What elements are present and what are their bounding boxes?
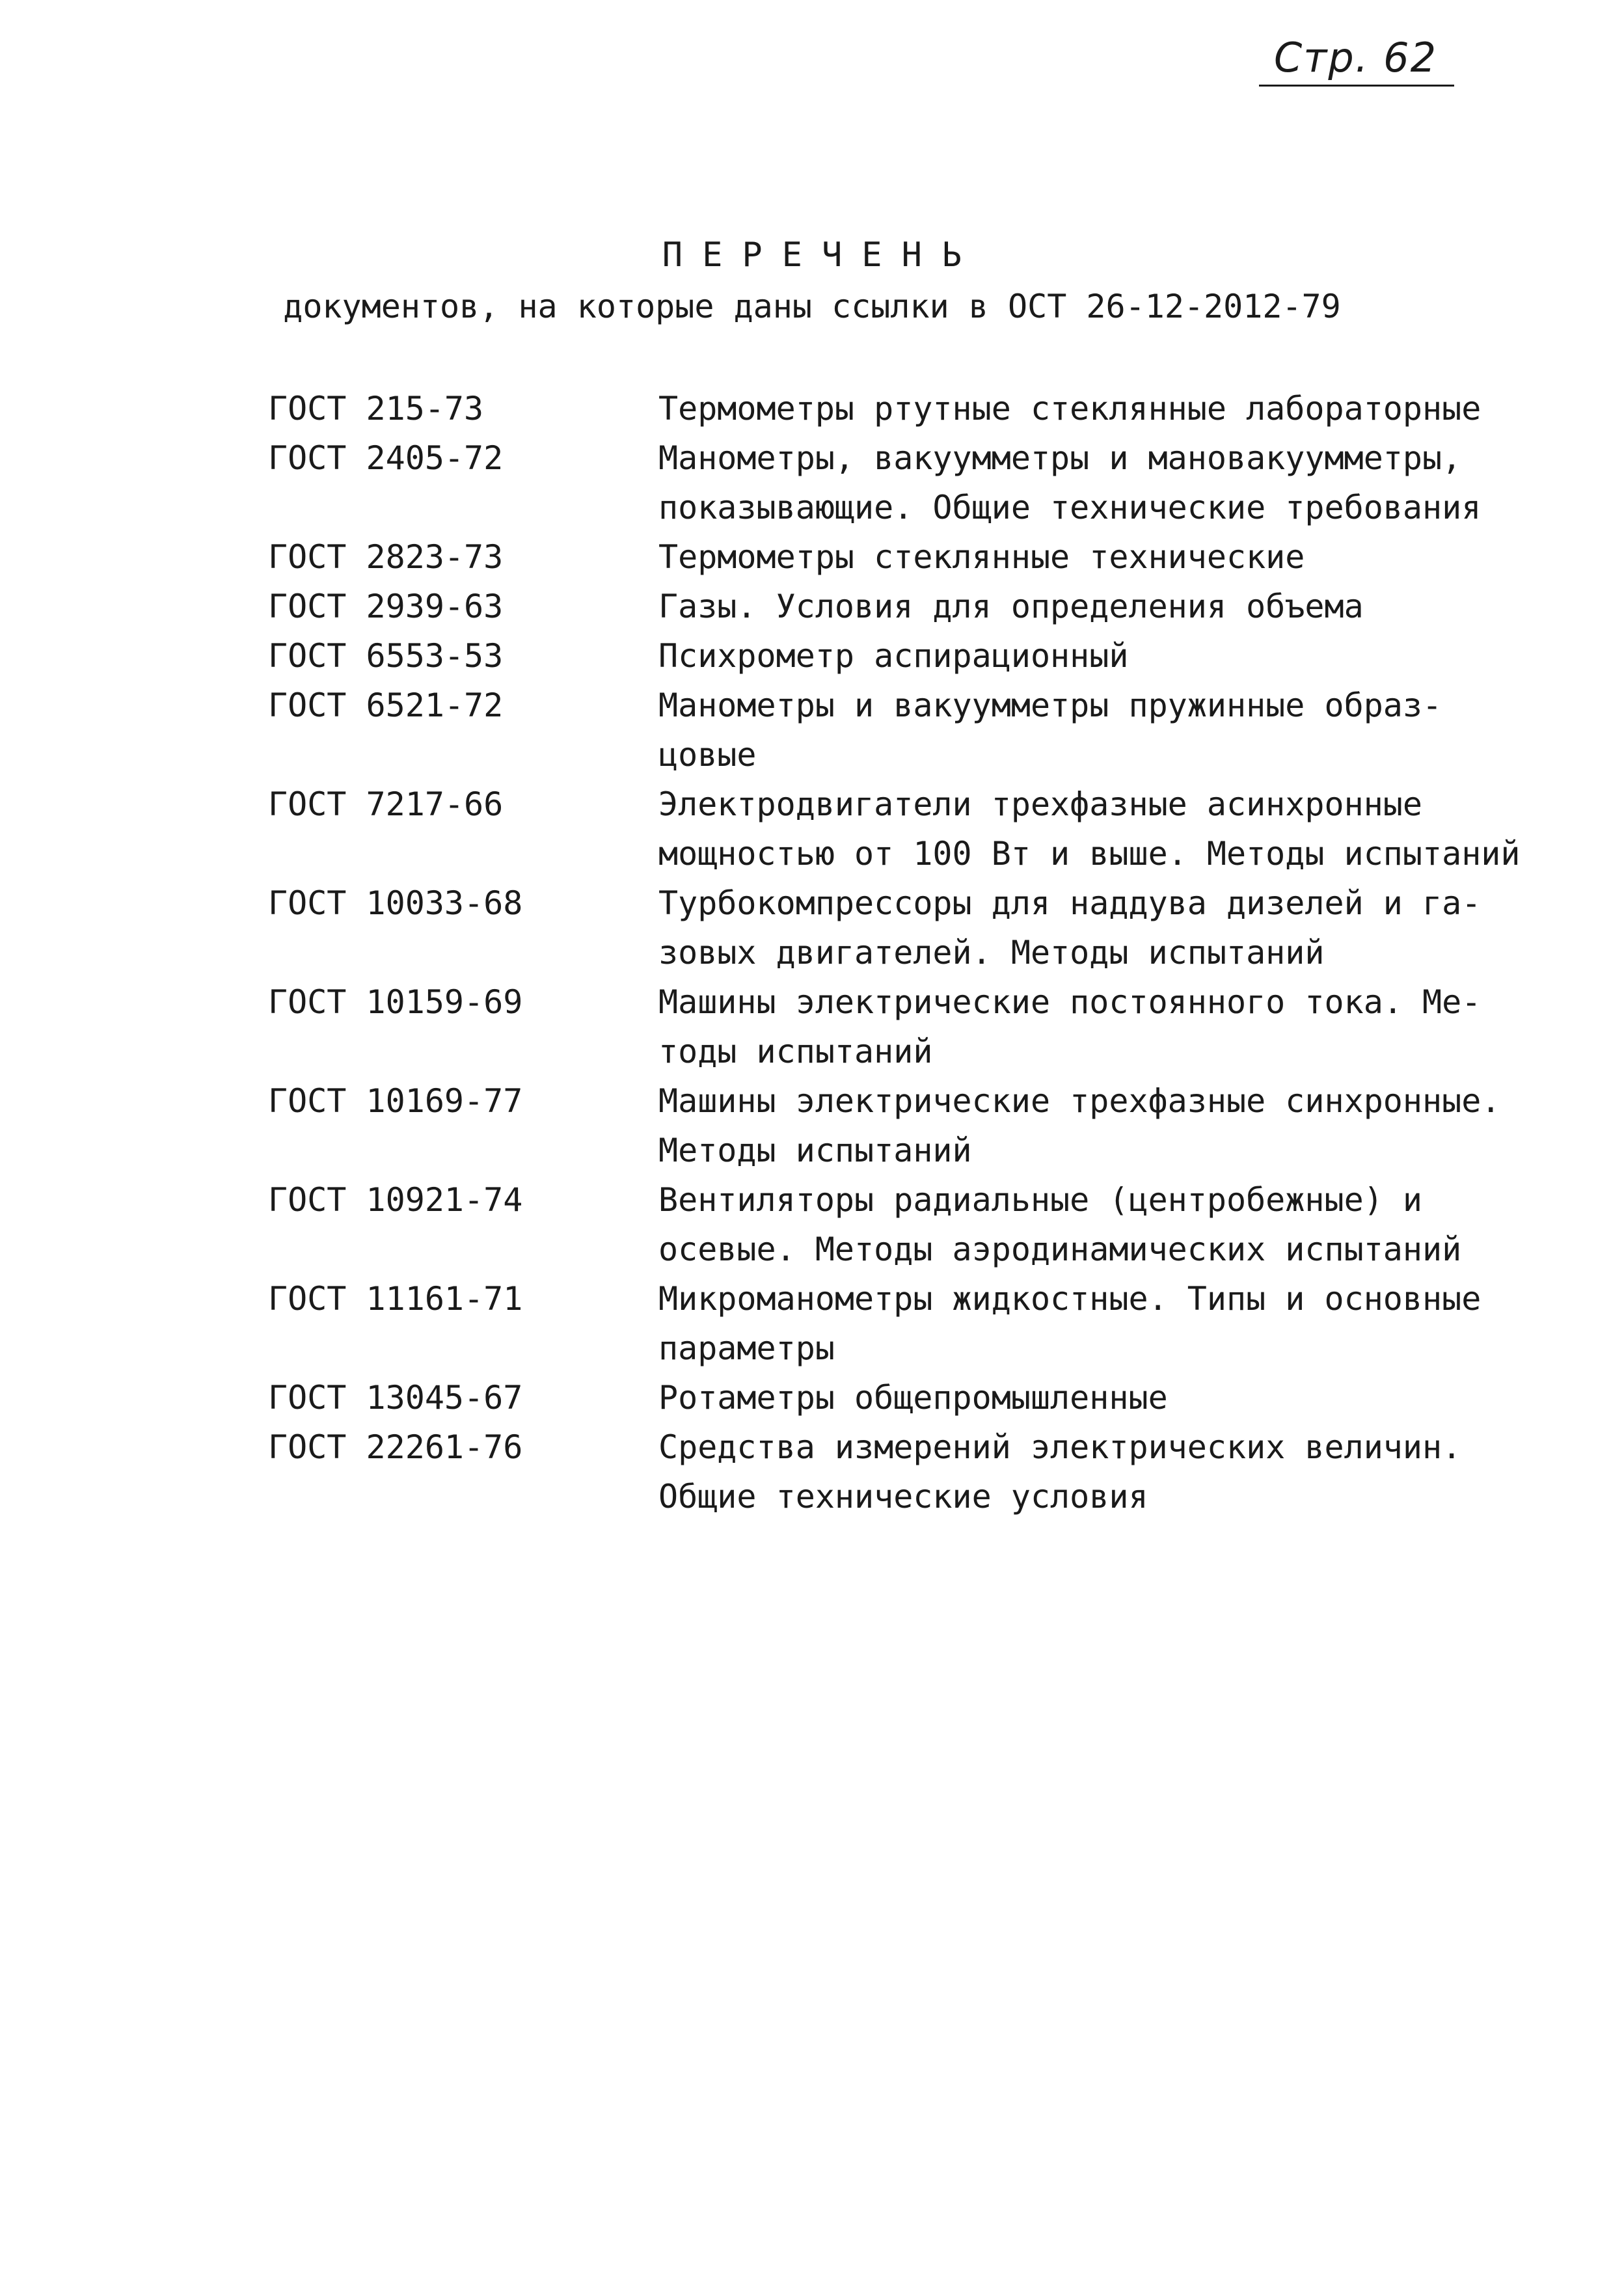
document-row (268, 1373, 1569, 1422)
document-description-line: Машины электрические постоянного тока. Ме- (658, 983, 1482, 1021)
document-description-line: Ротаметры общепромышленные (658, 1379, 1168, 1417)
document-code: ГОСТ 10921-74 (268, 1181, 523, 1219)
document-description (658, 780, 1569, 878)
document-description-line: Микроманометры жидкостные. Типы и основные (658, 1280, 1482, 1318)
document-row (268, 384, 1569, 433)
document-row (268, 780, 1569, 878)
document-description-line: параметры (658, 1329, 835, 1367)
document-description-line: Методы испытаний (658, 1132, 972, 1169)
document-description (658, 582, 1569, 631)
document-code: ГОСТ 2823-73 (268, 538, 504, 576)
page-number-underline (1259, 85, 1454, 87)
document-description (658, 1175, 1569, 1274)
document-row (268, 1076, 1569, 1175)
document-code: ГОСТ 11161-71 (268, 1280, 523, 1318)
document-description-line: Турбокомпрессоры для наддува дизелей и га- (658, 884, 1482, 922)
document-description (658, 384, 1569, 433)
document-code: ГОСТ 2405-72 (268, 439, 504, 477)
document-description (658, 878, 1569, 977)
document-description (658, 532, 1569, 582)
document-code: ГОСТ 2939-63 (268, 588, 504, 625)
document-description-line: цовые (658, 736, 757, 774)
document-description (658, 1373, 1569, 1422)
document-description-line: Средства измерений электрических величин. (658, 1428, 1462, 1466)
document-row (268, 878, 1569, 977)
document-row (268, 977, 1569, 1076)
document-description-line: зовых двигателей. Методы испытаний (658, 934, 1325, 972)
document-description-line: показывающие. Общие технические требования (658, 489, 1482, 526)
page-number: Стр. 62 (1274, 34, 1438, 81)
document-code: ГОСТ 22261-76 (268, 1428, 523, 1466)
document-code: ГОСТ 6521-72 (268, 687, 504, 724)
document-description-line: осевые. Методы аэродинамических испытаний (658, 1230, 1462, 1268)
document-code: ГОСТ 7217-66 (268, 785, 504, 823)
document-description (658, 1274, 1569, 1373)
document-row (268, 1175, 1569, 1274)
document-row (268, 582, 1569, 631)
document-code: ГОСТ 215-73 (268, 390, 484, 428)
document-row (268, 1422, 1569, 1521)
document-description-line: Машины электрические трехфазные синхронные. (658, 1082, 1501, 1120)
document-description-line: Общие технические условия (658, 1478, 1148, 1516)
document-description-line: Вентиляторы радиальные (центробежные) и (658, 1181, 1422, 1219)
document-list (268, 384, 1569, 1521)
document-code: ГОСТ 10159-69 (268, 983, 523, 1021)
document-description (658, 1422, 1569, 1521)
document-code: ГОСТ 10033-68 (268, 884, 523, 922)
document-row (268, 631, 1569, 681)
document-description (658, 681, 1569, 780)
document-description-line: Манометры, вакуумметры и мановакуумметры, (658, 439, 1462, 477)
document-description (658, 631, 1569, 681)
document-description (658, 1076, 1569, 1175)
document-description-line: Психрометр аспирационный (658, 637, 1129, 675)
document-code: ГОСТ 10169-77 (268, 1082, 523, 1120)
document-row (268, 433, 1569, 532)
document-description (658, 977, 1569, 1076)
document-row (268, 1274, 1569, 1373)
document-description-line: Термометры стеклянные технические (658, 538, 1305, 576)
document-description-line: Термометры ртутные стеклянные лабораторные (658, 390, 1482, 428)
document-description-line: Электродвигатели трехфазные асинхронные (658, 785, 1422, 823)
document-description-line: тоды испытаний (658, 1033, 933, 1070)
document-description (658, 433, 1569, 532)
document-description-line: Газы. Условия для определения объема (658, 588, 1364, 625)
document-row (268, 681, 1569, 780)
document-title: ПЕРЕЧЕНЬ (662, 236, 982, 275)
document-row (268, 532, 1569, 582)
document-description-line: мощностью от 100 Вт и выше. Методы испытаний (658, 835, 1521, 873)
document-subtitle: документов, на которые даны ссылки в ОСТ 26-12-2012-79 (283, 288, 1341, 325)
document-code: ГОСТ 13045-67 (268, 1379, 523, 1417)
document-code: ГОСТ 6553-53 (268, 637, 504, 675)
document-description-line: Манометры и вакуумметры пружинные образ- (658, 687, 1442, 724)
